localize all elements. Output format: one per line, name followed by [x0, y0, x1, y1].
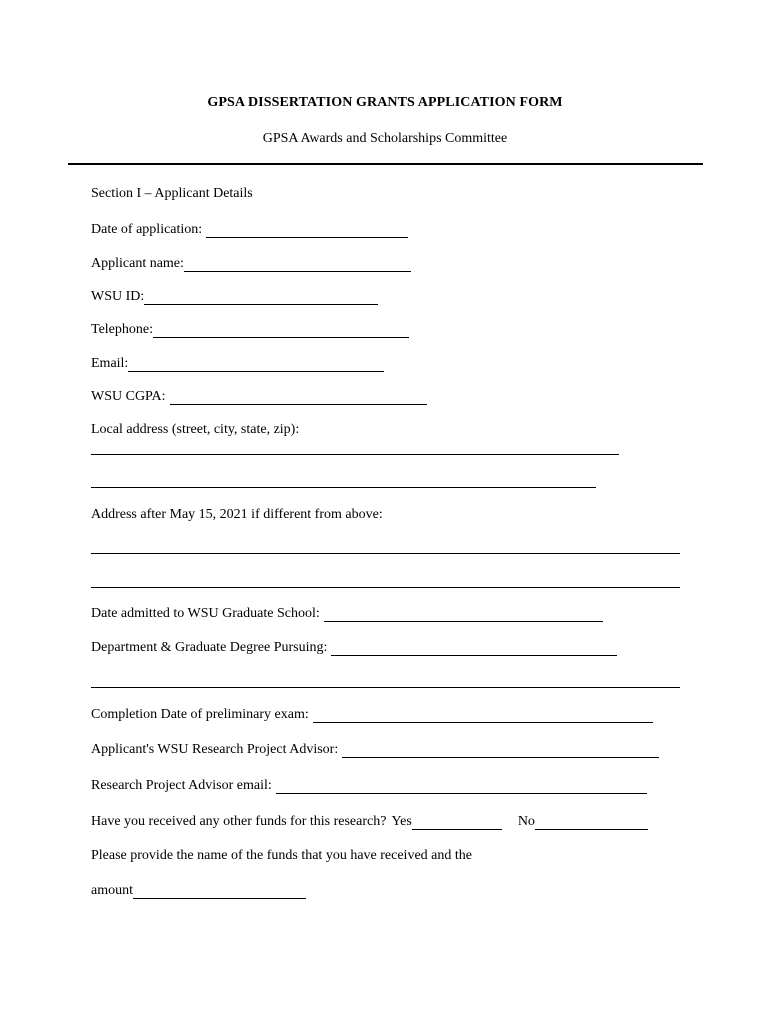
- wsu-cgpa-field[interactable]: [170, 390, 427, 405]
- date-admitted-row: [91, 606, 603, 622]
- date-admitted-label: Date admitted to WSU Graduate School:: [91, 606, 320, 621]
- funds-name-label: Please provide the name of the funds that you have received and the: [91, 848, 472, 863]
- form-title: GPSA DISSERTATION GRANTS APPLICATION FORM: [207, 95, 563, 110]
- email-row: [91, 356, 384, 372]
- date-of-application-field[interactable]: [206, 223, 408, 238]
- applicant-name-field[interactable]: [184, 257, 411, 272]
- local-address-line-2[interactable]: [91, 487, 596, 488]
- form-subtitle: GPSA Awards and Scholarships Committee: [262, 131, 508, 146]
- section-heading-text: Section I – Applicant Details: [91, 186, 253, 201]
- no-label: No: [517, 814, 535, 829]
- address-after-line-1[interactable]: [91, 553, 680, 554]
- telephone-label: Telephone:: [91, 322, 153, 337]
- address-after-label: Address after May 15, 2021 if different from above:: [91, 507, 383, 522]
- advisor-row: [91, 742, 659, 758]
- wsu-id-label: WSU ID:: [91, 289, 145, 304]
- telephone-field[interactable]: [153, 323, 409, 338]
- applicant-name-label: Applicant name:: [91, 256, 184, 271]
- address-after-row: [91, 507, 383, 523]
- address-after-line-2[interactable]: [91, 587, 680, 588]
- telephone-row: [91, 322, 409, 338]
- local-address-line-1[interactable]: [91, 454, 619, 455]
- department-degree-label: Department & Graduate Degree Pursuing:: [91, 640, 328, 655]
- other-funds-label: Have you received any other funds for this research?: [91, 814, 387, 829]
- section-heading: [91, 186, 253, 202]
- completion-date-field[interactable]: [313, 708, 653, 723]
- amount-row: [91, 883, 306, 899]
- date-of-application-label: Date of application:: [91, 222, 203, 237]
- other-funds-row: [91, 814, 648, 830]
- funds-name-row: [91, 848, 472, 864]
- amount-label: amount: [91, 883, 133, 898]
- amount-field[interactable]: [133, 884, 306, 899]
- department-degree-field[interactable]: [331, 641, 617, 656]
- wsu-id-field[interactable]: [144, 290, 378, 305]
- no-field[interactable]: [535, 815, 648, 830]
- local-address-label: Local address (street, city, state, zip):: [91, 422, 300, 437]
- advisor-email-row: [91, 778, 647, 794]
- date-of-application-row: [91, 222, 408, 238]
- yes-label: Yes: [391, 814, 412, 829]
- completion-date-label: Completion Date of preliminary exam:: [91, 707, 309, 722]
- completion-date-row: [91, 707, 653, 723]
- wsu-cgpa-row: [91, 389, 427, 405]
- header-divider: [68, 163, 703, 165]
- email-field[interactable]: [128, 357, 384, 372]
- advisor-email-field[interactable]: [276, 779, 647, 794]
- department-degree-line-2[interactable]: [91, 687, 680, 688]
- wsu-cgpa-label: WSU CGPA:: [91, 389, 166, 404]
- advisor-email-label: Research Project Advisor email:: [91, 778, 272, 793]
- department-degree-row: [91, 640, 617, 656]
- email-label: Email:: [91, 356, 129, 371]
- local-address-row: [91, 422, 299, 438]
- date-admitted-field[interactable]: [324, 607, 603, 622]
- applicant-name-row: [91, 256, 411, 272]
- advisor-field[interactable]: [342, 743, 659, 758]
- wsu-id-row: [91, 289, 378, 305]
- advisor-label: Applicant's WSU Research Project Advisor:: [91, 742, 339, 757]
- yes-field[interactable]: [412, 815, 502, 830]
